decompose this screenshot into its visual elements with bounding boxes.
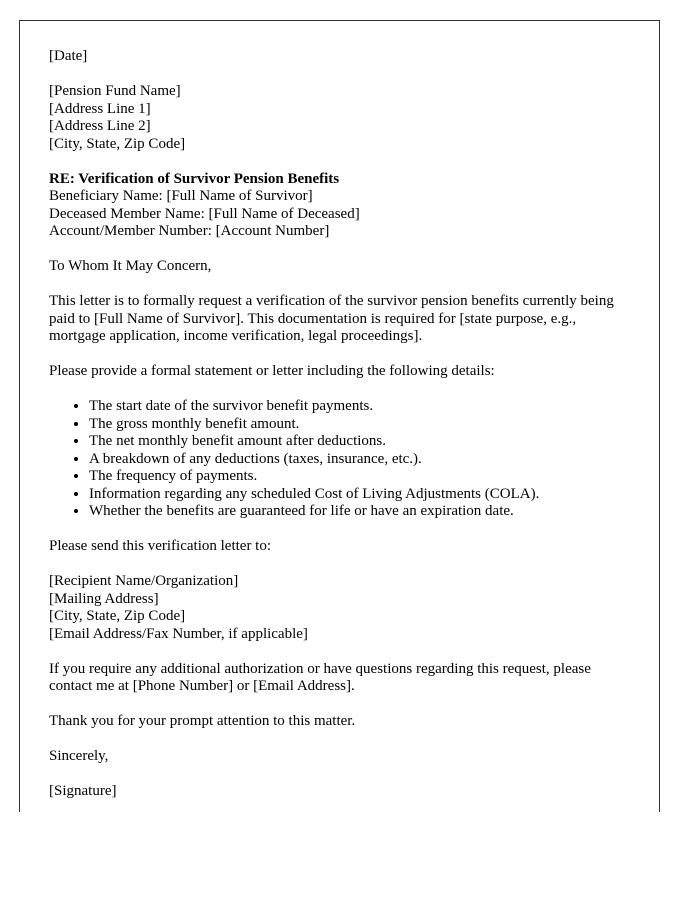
send-to-address bbox=[49, 573, 631, 643]
list-item: • The frequency of payments. bbox=[89, 468, 631, 486]
list-item: • Information regarding any scheduled Cost of Living Adjustments (COLA). bbox=[89, 486, 631, 504]
body-paragraph: This letter is to formally request a verification of the survivor pension benefits currently being paid to [Full Name of Survivor]. This documentation is required for [state purpose, e.g., mortgage application, income verification, legal proceedings]. bbox=[49, 293, 614, 344]
recipient-address bbox=[49, 83, 631, 153]
body-paragraph: If you require any additional authorization or have questions regarding this request, please contact me at [Phone Number] or [Email Address]. bbox=[49, 660, 591, 694]
list-item: • The gross monthly benefit amount. bbox=[89, 416, 631, 434]
details-list bbox=[49, 398, 631, 521]
address-line: [Email Address/Fax Number, if applicable] bbox=[49, 625, 308, 642]
subject-line: RE: Verification of Survivor Pension Benefits bbox=[49, 170, 340, 187]
address-line: [Recipient Name/Organization] bbox=[49, 573, 239, 589]
signature: [Signature] bbox=[49, 783, 117, 799]
address-line: [Address Line 1] bbox=[49, 100, 151, 117]
address-line: [Address Line 2] bbox=[49, 118, 151, 134]
reference-line: Beneficiary Name: [Full Name of Survivor] bbox=[49, 188, 313, 204]
letter-page bbox=[19, 20, 660, 812]
salutation: To Whom It May Concern, bbox=[49, 258, 212, 274]
list-item: • Whether the benefits are guaranteed for life or have an expiration date. bbox=[89, 503, 631, 521]
body-paragraph: Please provide a formal statement or letter including the following details: bbox=[49, 363, 495, 379]
closing: Sincerely, bbox=[49, 748, 109, 764]
list-item: • The net monthly benefit amount after deductions. bbox=[89, 433, 631, 451]
reference-block bbox=[49, 171, 631, 241]
reference-line: Deceased Member Name: [Full Name of Deceased] bbox=[49, 205, 360, 222]
list-item: • The start date of the survivor benefit payments. bbox=[89, 398, 631, 416]
body-paragraph: Please send this verification letter to: bbox=[49, 538, 272, 554]
reference-line: Account/Member Number: [Account Number] bbox=[49, 223, 330, 239]
address-line: [Mailing Address] bbox=[49, 590, 159, 607]
address-line: [Pension Fund Name] bbox=[49, 83, 181, 99]
address-line: [City, State, Zip Code] bbox=[49, 135, 186, 152]
body-paragraph: Thank you for your prompt attention to this matter. bbox=[49, 713, 356, 729]
address-line: [City, State, Zip Code] bbox=[49, 608, 186, 624]
list-item: • A breakdown of any deductions (taxes, insurance, etc.). bbox=[89, 451, 631, 469]
date: [Date] bbox=[49, 48, 88, 64]
